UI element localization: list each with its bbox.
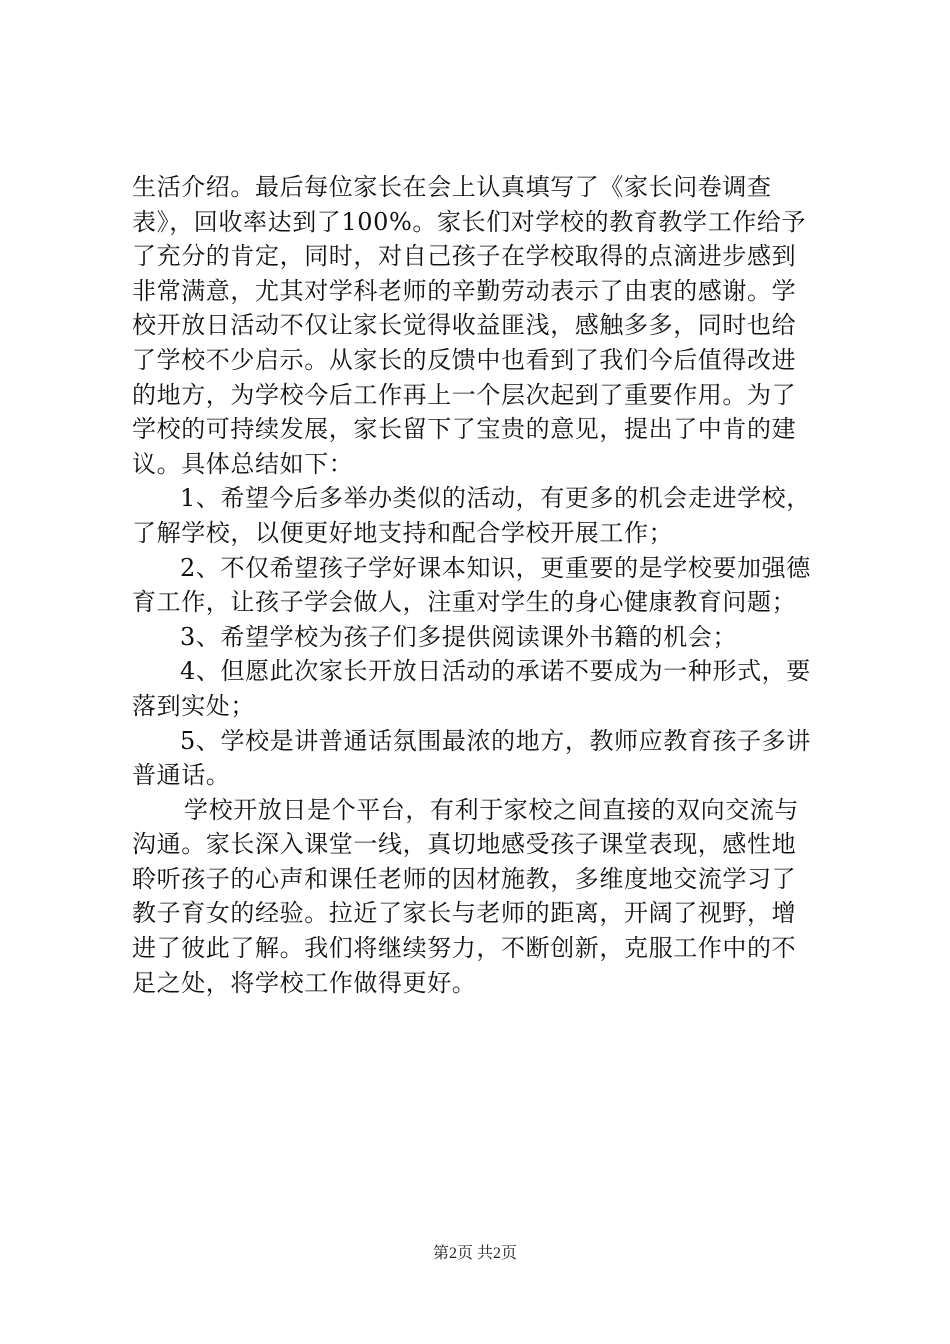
body-line: 非常满意，尤其对学科老师的辛勤劳动表示了由衷的感谢。学 <box>132 276 797 305</box>
list-item-4-line: 落到实处； <box>132 691 255 720</box>
closing-paragraph-line: 学校开放日是个平台，有利于家校之间直接的双向交流与 <box>184 795 799 824</box>
body-line: 议。具体总结如下： <box>132 449 354 478</box>
list-item-1-line: 1、希望今后多举办类似的活动，有更多的机会走进学校， <box>180 484 811 513</box>
list-item-1-line: 了解学校，以便更好地支持和配合学校开展工作； <box>132 518 674 547</box>
closing-paragraph-line: 沟通。家长深入课堂一线，真切地感受孩子课堂表现，感性地 <box>132 830 797 859</box>
body-line: 生活介绍。最后每位家长在会上认真填写了《家长问卷调查 <box>132 173 772 201</box>
list-item-5-line: 普通话。 <box>132 761 231 790</box>
closing-paragraph-line: 教子育女的经验。拉近了家长与老师的距离，开阔了视野，增 <box>132 899 797 928</box>
body-line: 的地方，为学校今后工作再上一个层次起到了重要作用。为了 <box>132 380 797 409</box>
list-item-2-line: 育工作，让孩子学会做人，注重对学生的身心健康教育问题； <box>132 588 797 617</box>
closing-paragraph-line: 聆听孩子的心声和课任老师的因材施教，多维度地交流学习了 <box>132 864 797 893</box>
list-item-3-line: 3、希望学校为孩子们多提供阅读课外书籍的机会； <box>180 622 738 651</box>
closing-paragraph-line: 足之处，将学校工作做得更好。 <box>132 968 477 997</box>
closing-paragraph-line: 进了彼此了解。我们将继续努力，不断创新，克服工作中的不 <box>132 934 797 963</box>
list-item-5-line: 5、学校是讲普通话氛围最浓的地方，教师应教育孩子多讲 <box>180 726 811 755</box>
body-line: 学校的可持续发展，家长留下了宝贵的意见，提出了中肯的建 <box>132 415 797 444</box>
list-item-4-line: 4、但愿此次家长开放日活动的承诺不要成为一种形式，要 <box>180 657 811 686</box>
document-body <box>132 170 832 1000</box>
body-line: 校开放日活动不仅让家长觉得收益匪浅，感触多多，同时也给 <box>132 311 797 340</box>
list-item-2-line: 2、不仅希望孩子学好课本知识，更重要的是学校要加强德 <box>180 553 811 582</box>
body-line: 了学校不少启示。从家长的反馈中也看到了我们今后值得改进 <box>132 345 797 374</box>
body-line: 表》，回收率达到了100%。家长们对学校的教育教学工作给予 <box>132 207 807 236</box>
body-line: 了充分的肯定，同时，对自己孩子在学校取得的点滴进步感到 <box>132 242 797 271</box>
page-number-footer: 第2页 共2页 <box>432 1245 517 1262</box>
